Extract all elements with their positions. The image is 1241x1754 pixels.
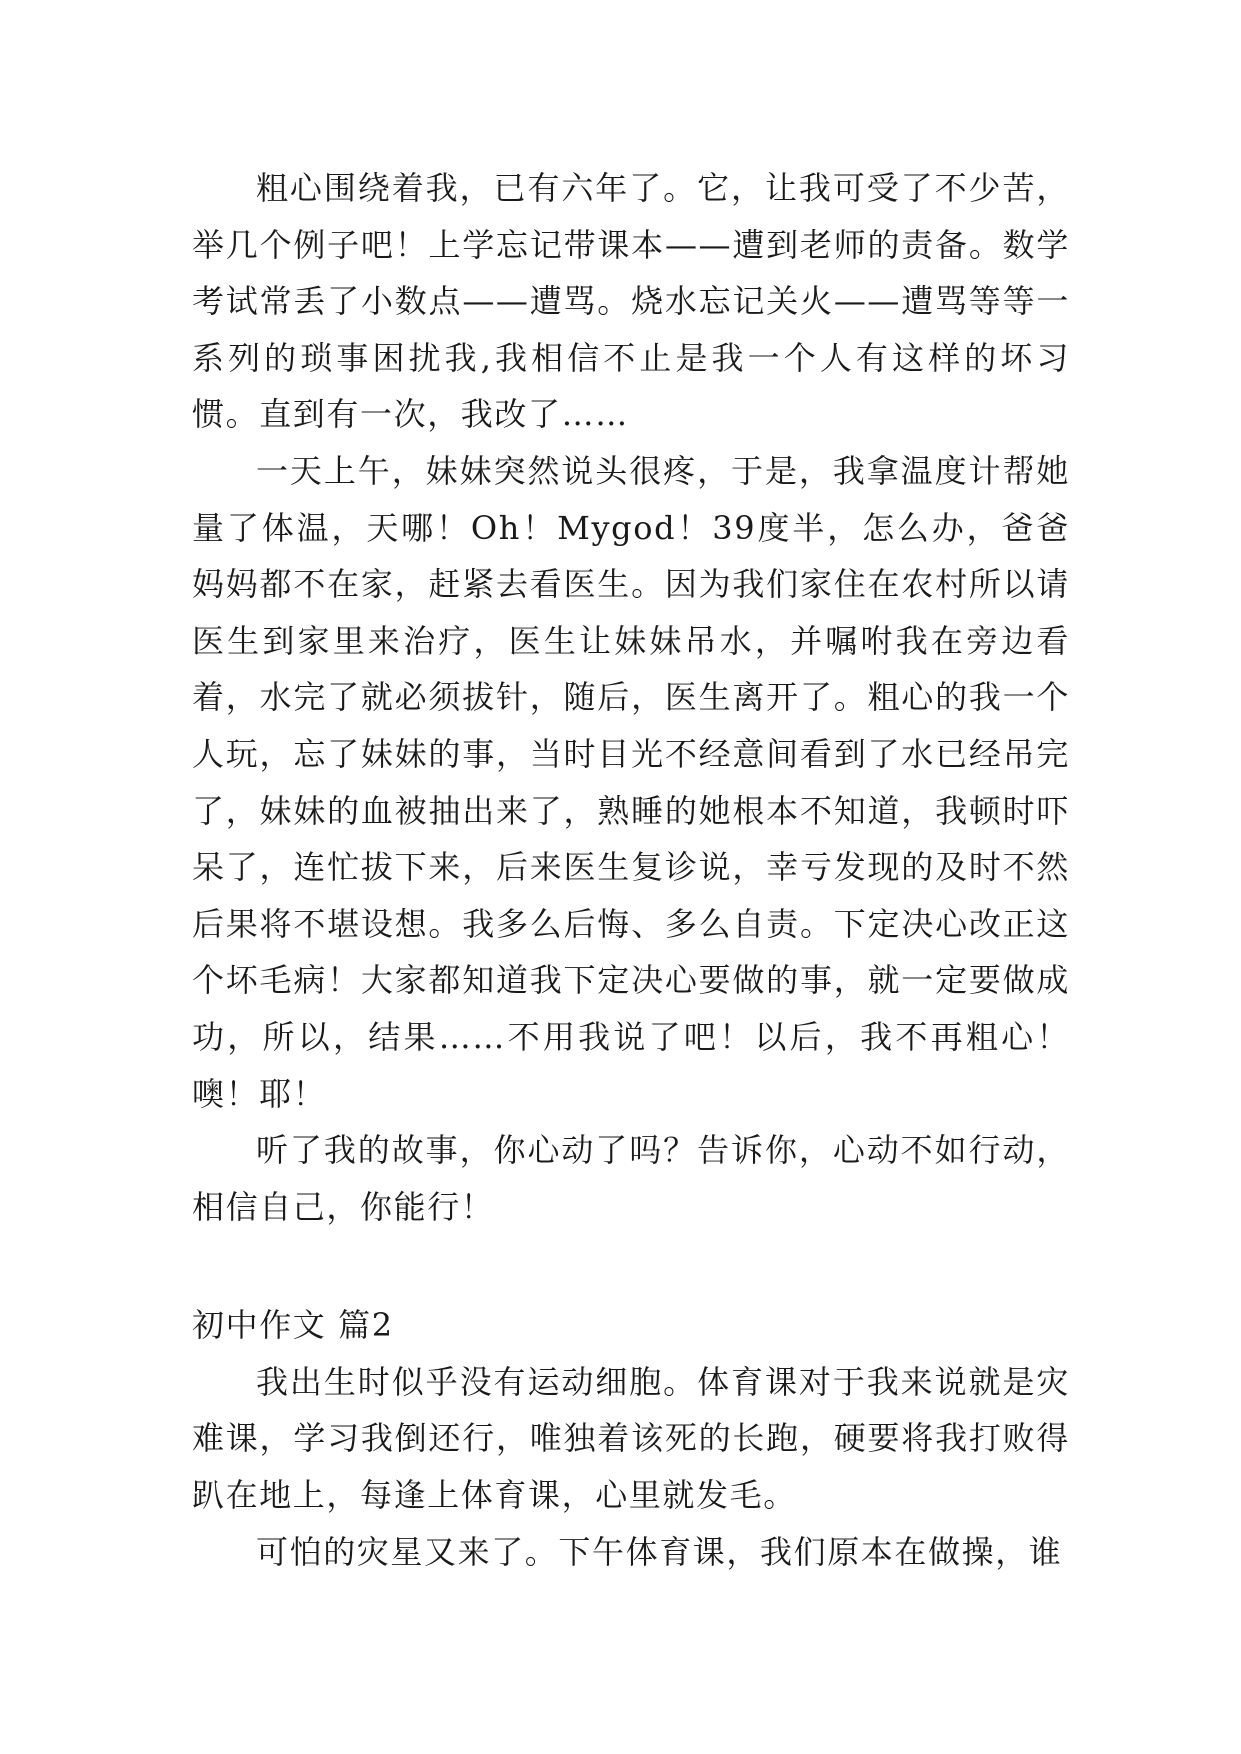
essay1-paragraph-3: 听了我的故事，你心动了吗？告诉你，心动不如行动，相信自己，你能行！ bbox=[192, 1131, 1070, 1226]
essay2-paragraph-1: 我出生时似乎没有运动细胞。体育课对于我来说就是灾难课，学习我倒还行，唯独着该死的长跑，硬要将我打败得趴在地上，每逢上体育课，心里就发毛。 bbox=[192, 1362, 1070, 1515]
document-body bbox=[192, 160, 1070, 1580]
essay1-paragraph-1: 粗心围绕着我，已有六年了。它，让我可受了不少苦，举几个例子吧！上学忘记带课本——遭到老师的责备。数学考试常丢了小数点——遭骂。烧水忘记关火——遭骂等等一系列的琐事困扰我,我相信不止是我一个人有这样的坏习惯。直到有一次，我改了…… bbox=[192, 169, 1070, 434]
essay1-paragraph-2: 一天上午，妹妹突然说头很疼，于是，我拿温度计帮她量了体温，天哪！Oh！Mygod！39度半，怎么办，爸爸妈妈都不在家，赶紧去看医生。因为我们家住在农村所以请医生到家里来治疗，医生让妹妹吊水，并嘱咐我在旁边看着，水完了就必须拔针，随后，医生离开了。粗心的我一个人玩，忘了妹妹的事，当时目光不经意间看到了水已经吊完了，妹妹的血被抽出来了，熟睡的她根本不知道，我顿时吓呆了，连忙拔下来，后来医生复诊说，幸亏发现的及时不然后果将不堪设想。我多么后悔、多么自责。下定决心改正这个坏毛病！大家都知道我下定决心要做的事，就一定要做成功，所以，结果……不用我说了吧！以后，我不再粗心！噢！耶！ bbox=[192, 451, 1070, 1113]
essay2-heading: 初中作文 篇2 bbox=[192, 1306, 394, 1345]
essay2-paragraph-2: 可怕的灾星又来了。下午体育课，我们原本在做操，谁 bbox=[256, 1532, 1063, 1571]
